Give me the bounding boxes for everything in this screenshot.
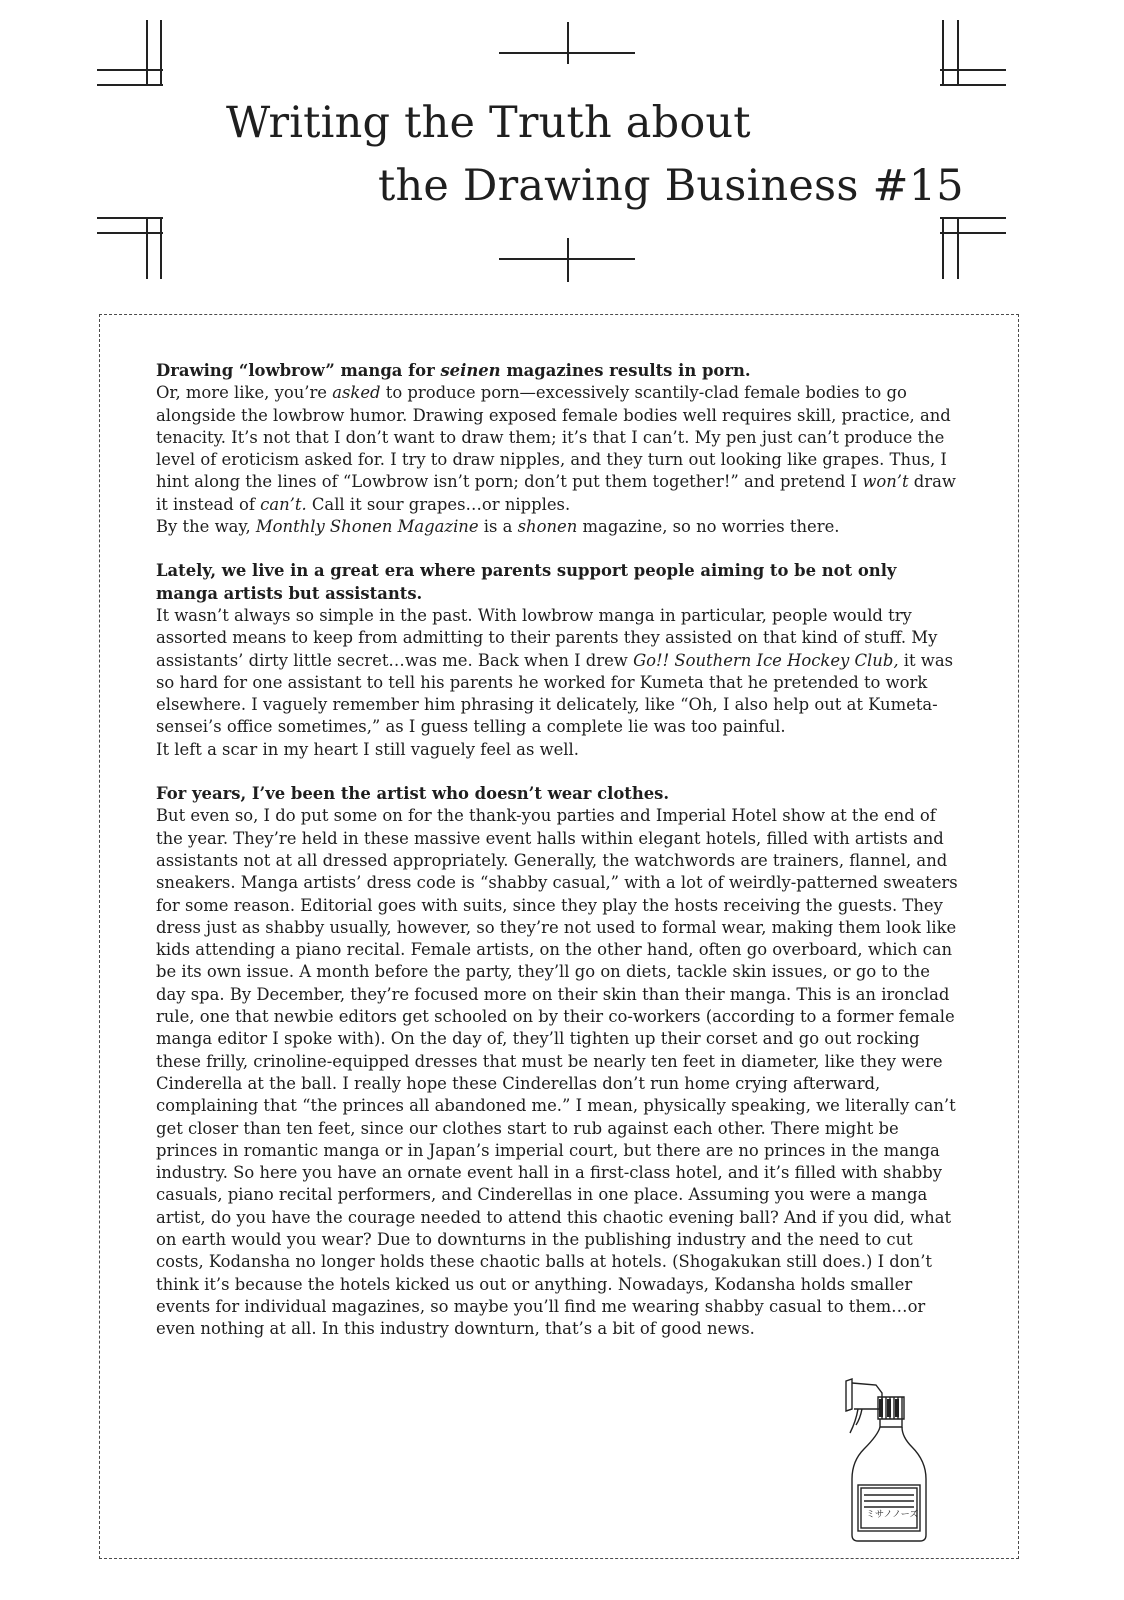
paragraph: Or, more like, you’re asked to produce porn—excessively scantily-clad female bodies to go alongside the lowbrow humor. Drawing exposed female bodies well requires skill, practice, and tenacity. It’s not that I don’t want to draw them; it’s that I can’t. My pen just can’t produce the level of eroticism asked for. I try to draw nipples, and they turn out looking like grapes. Thus, I hint along the lines of “Lowbrow isn’t porn; don’t put them together!” and pretend I won’t draw it instead of can’t. Call it sour grapes…or nipples. — [156, 383, 956, 514]
article-body — [156, 360, 958, 1362]
paragraph: It wasn’t always so simple in the past. With lowbrow manga in particular, people would try assorted means to keep from admitting to their parents they assisted on that kind of stuff. My assistants’ dirty little secret…was me. Back when I drew Go!! Southern Ice Hockey Club, it was so hard for one assistant to tell his parents he worked for Kumeta that he pretended to work elsewhere. I vaguely remember him phrasing it delicately, like “Oh, I also help out at Kumeta-sensei’s office sometimes,” as I guess telling a complete lie was too painful. — [156, 605, 954, 737]
paragraph: But even so, I do put some on for the thank-you parties and Imperial Hotel show at the end of the year. They’re held in these massive event halls within elegant hotels, filled with artists and assistants not at all dressed appropriately. Generally, the watchwords are trainers, flannel, and sneakers. Manga artists’ dress code is “shabby casual,” with a lot of weirdly-patterned sweaters for some reason. Editorial goes with suits, since they play the hosts receiving the guests. They dress just as shabby usually, however, so they’re not used to formal wear, making them look like kids attending a piano recital. Female artists, on the other hand, often go overboard, which can be its own issue. A month before the party, they’ll go on diets, tackle skin issues, or go to the day spa. By December, they’re focused more on their skin than their manga. This is an ironclad rule, one that newbie editors get schooled on by their co-workers (according to a former female manga editor I spoke with). On the day of, they’ll tighten up their corset and go out rocking these frilly, crinoline-equipped dresses that must be nearly ten feet in diameter, like they were Cinderella at the ball. I really hope these Cinderellas don’t run home crying afterward, complaining that “the princes all abandoned me.” I mean, physically speaking, we literally can’t get closer than ten feet, since our clothes start to rub against each other. There might be princes in romantic manga or in Japan’s imperial court, but there are no princes in the manga industry. So here you have an ornate event hall in a first-class hotel, and it’s filled with shabby casuals, piano recital performers, and Cinderellas in one place. Assuming you were a manga artist, do you have the courage needed to attend this chaotic evening ball? And if you did, what on earth would you wear? Due to downturns in the publishing industry and the need to cut costs, Kodansha no longer holds these chaotic balls at hotels. (Shogakukan still does.) I don’t think it’s because the hotels kicked us out or anything. Nowadays, Kodansha holds smaller events for individual magazines, so maybe you’ll find me wearing shabby casual to them…or even nothing at all. In this industry downturn, that’s a bit of good news. — [156, 806, 958, 1339]
paragraph: It left a scar in my heart I still vaguely feel as well. — [156, 739, 579, 759]
section-text — [156, 605, 958, 761]
title-line-1: Writing the Truth about — [226, 98, 751, 148]
spray-bottle-illustration — [842, 1375, 938, 1545]
section-text — [156, 805, 958, 1340]
bottle-label-text: ミサノ — [866, 1510, 893, 1520]
section-text — [156, 382, 958, 538]
section-assistants — [156, 560, 958, 761]
section-heading: Lately, we live in a great era where parents support people aiming to be not only manga artists but assistants. — [156, 561, 897, 603]
section-heading: Drawing “lowbrow” manga for seinen magazines results in porn. — [156, 361, 751, 380]
section-heading: For years, I’ve been the artist who doesn’t wear clothes. — [156, 784, 670, 804]
paragraph: By the way, Monthly Shonen Magazine is a shonen magazine, so no worries there. — [156, 517, 840, 537]
title-line-2: the Drawing Business #15 — [378, 161, 964, 211]
section-clothes — [156, 783, 958, 1340]
section-lowbrow — [156, 360, 958, 538]
bottle-label-text: ノーズ — [892, 1510, 919, 1520]
